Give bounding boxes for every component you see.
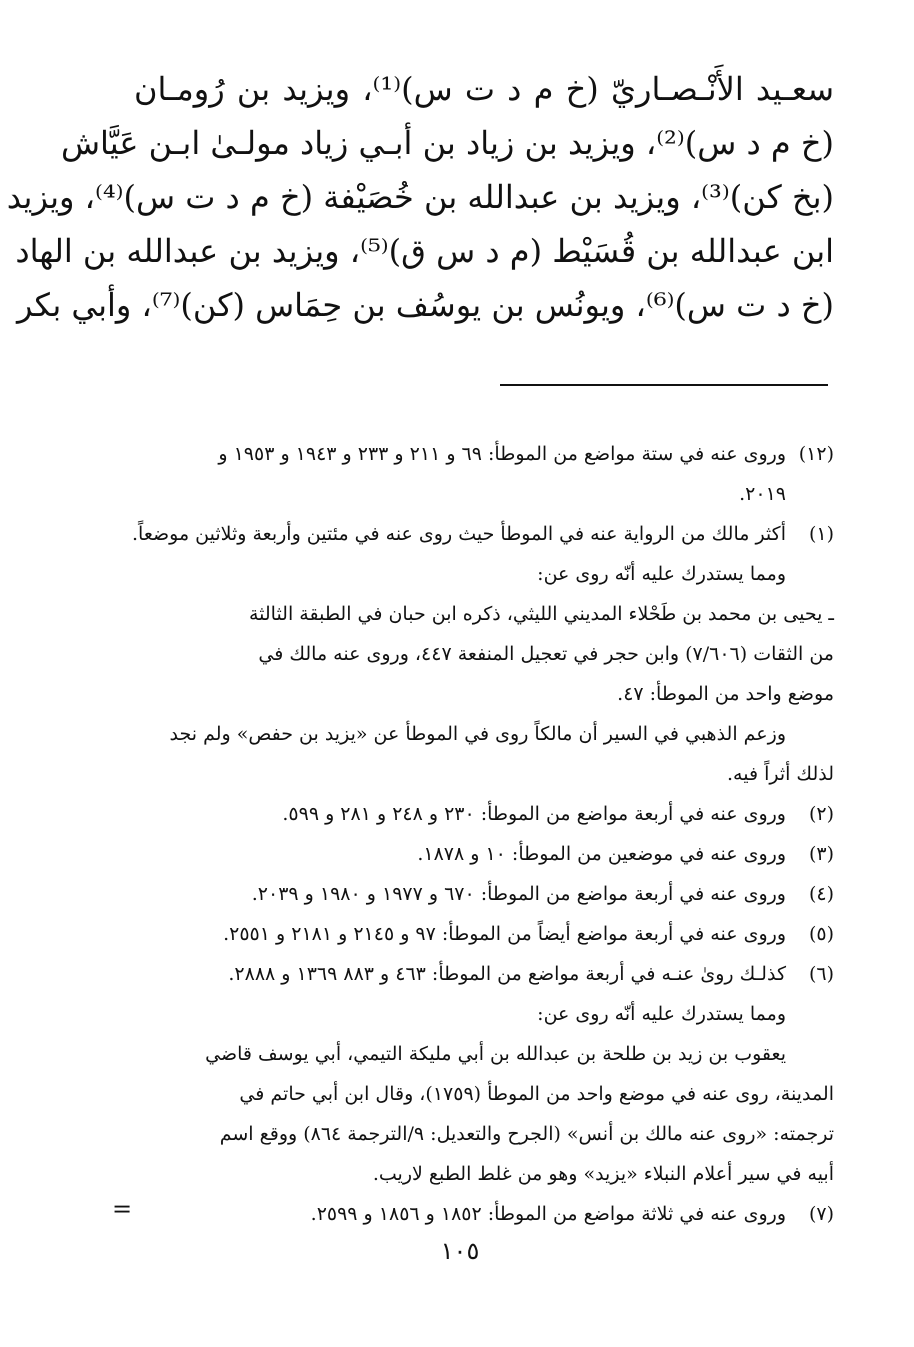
footnote-line: وروى عنه في ستة مواضع من الموطأ: ٦٩ و ٢١١ و ٢٣٣ و ١٩٤٣ و ١٩٥٣ و bbox=[218, 443, 786, 465]
footnote-1-paragraph bbox=[134, 714, 834, 794]
footnote-separator-rule bbox=[500, 384, 828, 386]
footnote-1-paragraph bbox=[134, 594, 834, 714]
footnote-4 bbox=[134, 874, 834, 914]
footnote-12 bbox=[134, 434, 834, 514]
footnote-line: ـ يحيى بن محمد بن طَحْلاء المديني الليثي، ذكره ابن حبان في الطبقة الثالثة bbox=[248, 603, 834, 625]
footnote-number: (٢) bbox=[808, 803, 834, 825]
main-text-line: (خ م د س)⁽²⁾، ويزيد بن زياد بن أبـي زياد مولـىٰ ابـن عَيَّاش bbox=[60, 124, 834, 162]
footnote-body bbox=[134, 954, 786, 1034]
footnote-line: وروى عنه في موضعين من الموطأ: ١٠ و ١٨٧٨. bbox=[417, 843, 786, 865]
footnote-5 bbox=[134, 914, 834, 954]
footnote-line: ومما يستدرك عليه أنّه روى عن: bbox=[537, 1003, 786, 1025]
footnote-number: (١٢) bbox=[798, 443, 834, 465]
footnote-line: وزعم الذهبي في السير أن مالكاً روى في الموطأ عن «يزيد بن حفص» ولم نجد bbox=[169, 723, 786, 745]
page-number: ١٠٥ bbox=[440, 1237, 480, 1265]
footnote-line: وروى عنه في أربعة مواضع من الموطأ: ٦٧٠ و ١٩٧٧ و ١٩٨٠ و ٢٠٣٩. bbox=[251, 883, 786, 905]
footnote-6-paragraph bbox=[134, 1034, 834, 1194]
main-text-block bbox=[6, 62, 835, 332]
footnote-line: ترجمته: «روى عنه مالك بن أنس» (الجرح والتعديل: ٩/الترجمة ٨٦٤) ووقع اسم bbox=[219, 1123, 834, 1145]
main-text-line: (بخ كن)⁽³⁾، ويزيد بن عبدالله بن خُصَيْفة (خ م د ت س)⁽⁴⁾، ويزيد bbox=[6, 178, 834, 216]
footnote-6 bbox=[134, 954, 834, 1034]
footnote-body bbox=[134, 434, 786, 514]
footnote-1 bbox=[134, 514, 834, 594]
footnote-line: لذلك أثراً فيه. bbox=[726, 763, 834, 785]
footnote-line: ٢٠١٩. bbox=[739, 483, 786, 505]
footnote-line: أكثر مالك من الرواية عنه في الموطأ حيث روى عنه في مئتين وأربعة وثلاثين موضعاً. bbox=[132, 523, 786, 545]
footnote-line: من الثقات (٧/٦٠٦) وابن حجر في تعجيل المنفعة ٤٤٧، وروى عنه مالك في bbox=[258, 643, 834, 665]
main-text-line: سعـيد الأَنْـصـاريّ (خ م د ت س)⁽¹⁾، ويزيد بن رُومـان bbox=[134, 70, 835, 108]
main-text-line: ابن عبدالله بن قُسَيْط (م د س ق)⁽⁵⁾، ويزيد بن عبدالله بن الهاد bbox=[15, 232, 834, 270]
footnote-number: (٤) bbox=[808, 883, 834, 905]
continuation-mark: = bbox=[112, 1195, 133, 1223]
footnotes-block bbox=[134, 434, 834, 1234]
footnote-number: (١) bbox=[808, 523, 834, 545]
footnote-line: موضع واحد من الموطأ: ٤٧. bbox=[617, 683, 834, 705]
footnote-7 bbox=[134, 1194, 834, 1234]
footnote-line: وروى عنه في أربعة مواضع من الموطأ: ٢٣٠ و ٢٤٨ و ٢٨١ و ٥٩٩. bbox=[282, 803, 786, 825]
footnote-number: (٧) bbox=[808, 1203, 834, 1225]
footnote-2 bbox=[134, 794, 834, 834]
footnote-number: (٦) bbox=[808, 963, 834, 985]
footnote-line: المدينة، روى عنه في موضع واحد من الموطأ (١٧٥٩)، وقال ابن أبي حاتم في bbox=[239, 1083, 834, 1105]
footnote-line: يعقوب بن زيد بن طلحة بن عبدالله بن أبي مليكة التيمي، أبي يوسف قاضي bbox=[205, 1043, 786, 1065]
footnote-line: وروى عنه في أربعة مواضع أيضاً من الموطأ: ٩٧ و ٢١٤٥ و ٢١٨١ و ٢٥٥١. bbox=[223, 923, 786, 945]
footnote-line: كذلـك روىٰ عنـه في أربعة مواضع من الموطأ: ٤٦٣ و ٨٨٣ ١٣٦٩ و ٢٨٨٨. bbox=[228, 963, 786, 985]
footnote-line: ومما يستدرك عليه أنّه روى عن: bbox=[537, 563, 786, 585]
footnote-number: (٥) bbox=[808, 923, 834, 945]
footnote-line: وروى عنه في ثلاثة مواضع من الموطأ: ١٨٥٢ و ١٨٥٦ و ٢٥٩٩. bbox=[310, 1203, 786, 1225]
footnote-3 bbox=[134, 834, 834, 874]
footnote-number: (٣) bbox=[808, 843, 834, 865]
footnote-body bbox=[132, 514, 786, 594]
main-text-line: (خ د ت س)⁽⁶⁾، ويونُس بن يوسُف بن حِمَاس (كن)⁽⁷⁾، وأبي بكر bbox=[16, 286, 834, 324]
footnote-line: أبيه في سير أعلام النبلاء «يزيد» وهو من غلط الطبع لاريب. bbox=[372, 1163, 834, 1185]
